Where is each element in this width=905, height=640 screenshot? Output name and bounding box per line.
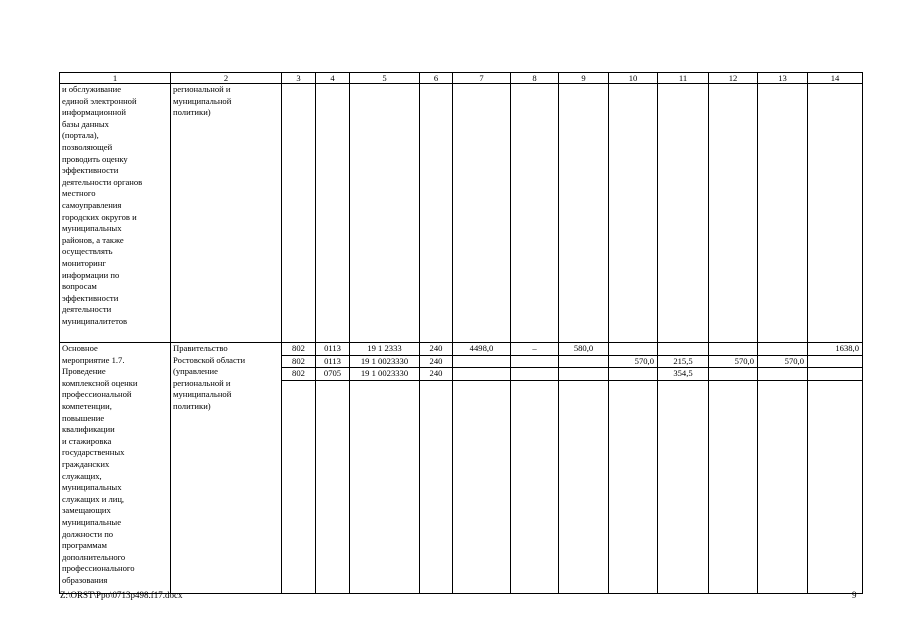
value-cell-c9 <box>559 343 609 594</box>
empty-cell <box>453 84 511 343</box>
value-cell-c12 <box>709 343 758 594</box>
value-cell-c14 <box>808 343 863 594</box>
value-line: 19 1 0023330 <box>350 356 419 369</box>
value-line <box>709 368 757 381</box>
text-line: Проведение <box>62 366 106 377</box>
value-line <box>808 368 862 381</box>
text-line: муниципальной <box>173 95 232 106</box>
text-line: комплексной оценки <box>62 377 138 388</box>
empty-cell <box>808 84 863 343</box>
value-cell-c3 <box>282 343 316 594</box>
text-line: должности по <box>62 528 114 539</box>
column-header-8: 8 <box>511 73 559 84</box>
text-line: Основное <box>62 343 98 353</box>
column-header-13: 13 <box>758 73 808 84</box>
text-line: Ростовской области <box>173 354 246 365</box>
value-cell-c4 <box>316 343 350 594</box>
value-line: 240 <box>420 356 452 369</box>
text-line: муниципальной <box>173 389 232 400</box>
value-line <box>609 368 657 381</box>
text-line: местного <box>62 188 96 199</box>
value-line <box>559 356 608 369</box>
value-cell-c13 <box>758 343 808 594</box>
empty-cell <box>658 84 709 343</box>
value-line: 19 1 0023330 <box>350 368 419 381</box>
value-line: 354,5 <box>658 368 708 381</box>
text-line: квалификации <box>62 424 115 435</box>
text-line: районов, а также <box>62 234 124 245</box>
text-line: самоуправления <box>62 199 122 210</box>
column-header-1: 1 <box>60 73 171 84</box>
text-line: деятельности <box>62 304 112 315</box>
empty-cell <box>758 84 808 343</box>
text-line: мониторинг <box>62 257 106 268</box>
empty-cell <box>709 84 758 343</box>
table-row <box>60 84 863 343</box>
value-line <box>808 356 862 369</box>
text-line: единой электронной <box>62 95 137 106</box>
text-line: информации по <box>62 269 120 280</box>
text-line: замещающих <box>62 505 111 516</box>
empty-cell <box>609 84 658 343</box>
value-line <box>609 343 657 356</box>
value-cell-c8 <box>511 343 559 594</box>
text-line: информационной <box>62 107 127 118</box>
text-line: государственных <box>62 447 125 458</box>
table-header-row <box>60 73 863 84</box>
column-header-6: 6 <box>420 73 453 84</box>
text-line: базы данных <box>62 118 109 129</box>
budget-table <box>59 72 863 594</box>
text-line: городских округов и <box>62 211 137 222</box>
value-line <box>709 343 757 356</box>
text-line: эффективности <box>62 165 119 176</box>
value-line <box>453 356 510 369</box>
column-header-14: 14 <box>808 73 863 84</box>
column-header-3: 3 <box>282 73 316 84</box>
table-row <box>60 343 863 594</box>
value-line: 570,0 <box>609 356 657 369</box>
value-line: 4498,0 <box>453 343 510 356</box>
measure-name-cell <box>60 343 171 594</box>
value-cell-c10 <box>609 343 658 594</box>
column-header-7: 7 <box>453 73 511 84</box>
column-header-2: 2 <box>171 73 282 84</box>
text-line: (портала), <box>62 130 99 141</box>
text-line: Правительство <box>173 343 228 353</box>
text-line: мероприятие 1.7. <box>62 354 125 365</box>
value-line: 802 <box>282 368 315 381</box>
value-line: 0113 <box>316 343 349 356</box>
text-line: и обслуживание <box>62 84 122 94</box>
value-cell-c6 <box>420 343 453 594</box>
text-line: (управление <box>173 366 218 377</box>
text-line: политики) <box>173 107 211 118</box>
text-line: муниципальные <box>62 516 122 527</box>
text-line: программам <box>62 540 107 551</box>
text-line: региональной и <box>173 377 231 388</box>
value-line <box>758 343 807 356</box>
text-line: муниципалитетов <box>62 315 128 326</box>
text-line: проводить оценку <box>62 153 128 164</box>
value-line: 240 <box>420 343 452 356</box>
text-line: деятельности органов <box>62 176 143 187</box>
text-line: эффективности <box>62 292 119 303</box>
column-header-9: 9 <box>559 73 609 84</box>
file-path: Z:\ORST\Ppo\0713p498.f17.docx <box>60 590 183 600</box>
value-cell-c11 <box>658 343 709 594</box>
text-line: повышение <box>62 412 105 423</box>
text-line: образования <box>62 574 108 585</box>
text-line: гражданских <box>62 458 110 469</box>
value-line: 0705 <box>316 368 349 381</box>
value-line: 802 <box>282 343 315 356</box>
empty-cell <box>282 84 316 343</box>
column-header-12: 12 <box>709 73 758 84</box>
value-line <box>758 368 807 381</box>
text-line: дополнительного <box>62 551 126 562</box>
executor-cell <box>171 343 282 594</box>
text-line: политики) <box>173 400 211 411</box>
value-line: 19 1 2333 <box>350 343 419 356</box>
empty-cell <box>559 84 609 343</box>
value-line: 570,0 <box>758 356 807 369</box>
empty-cell <box>316 84 350 343</box>
text-line: профессиональной <box>62 389 132 400</box>
value-line: 580,0 <box>559 343 608 356</box>
empty-cell <box>420 84 453 343</box>
text-line: вопросам <box>62 281 97 292</box>
text-line: профессионального <box>62 563 135 574</box>
column-header-4: 4 <box>316 73 350 84</box>
value-line: 1638,0 <box>808 343 862 356</box>
value-cell-c5 <box>350 343 420 594</box>
value-line: 240 <box>420 368 452 381</box>
empty-cell <box>511 84 559 343</box>
value-line: 570,0 <box>709 356 757 369</box>
value-cell-c7 <box>453 343 511 594</box>
value-line <box>559 368 608 381</box>
text-line: компетенции, <box>62 400 112 411</box>
value-line: 215,5 <box>658 356 708 369</box>
text-line: региональной и <box>173 84 231 94</box>
column-header-11: 11 <box>658 73 709 84</box>
text-line: и стажировка <box>62 435 112 446</box>
value-line <box>511 368 558 381</box>
text-line: муниципальных <box>62 223 122 234</box>
empty-cell <box>350 84 420 343</box>
value-line: 0113 <box>316 356 349 369</box>
text-line: служащих, <box>62 470 102 481</box>
page-number: 9 <box>852 590 857 600</box>
value-line: 802 <box>282 356 315 369</box>
column-header-5: 5 <box>350 73 420 84</box>
measure-name-cell <box>60 84 171 343</box>
value-line <box>453 368 510 381</box>
value-line <box>511 356 558 369</box>
value-line: – <box>511 343 558 356</box>
text-line: служащих и лиц, <box>62 493 125 504</box>
text-line: позволяющей <box>62 141 113 152</box>
column-header-10: 10 <box>609 73 658 84</box>
text-line: осуществлять <box>62 246 113 257</box>
executor-cell <box>171 84 282 343</box>
value-line <box>658 343 708 356</box>
text-line: муниципальных <box>62 482 122 493</box>
